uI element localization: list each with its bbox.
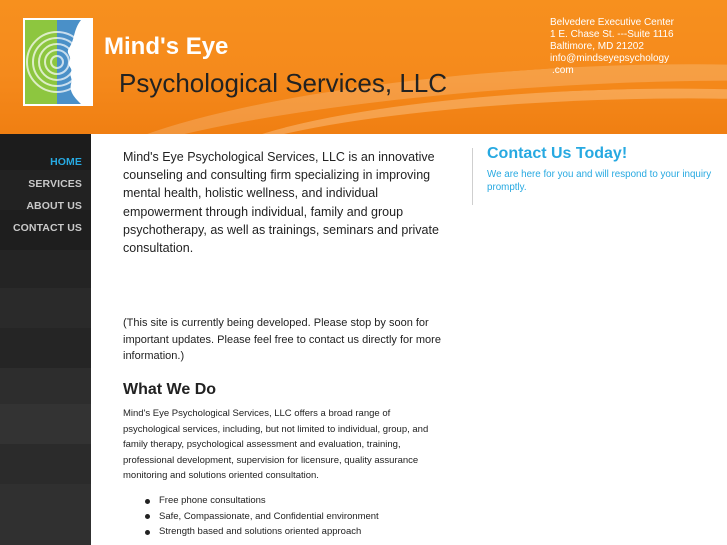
nav-item-home[interactable]: HOME [50,156,82,168]
address-line: 1 E. Chase St. ---Suite 1116 [550,29,674,40]
sidebar [0,134,91,545]
services-list [145,493,465,540]
contact-panel [487,145,712,194]
address-line: Belvedere Executive Center [550,17,674,28]
sidebar-band [0,404,91,444]
site-header [0,0,727,134]
email-link[interactable]: .com [552,65,574,76]
nav-item-services[interactable]: SERVICES [28,178,82,190]
development-notice: (This site is currently being developed. Please stop by soon for important updates. Please feel free to contact us directly for more information.) [123,317,441,362]
contact-title[interactable]: Contact Us Today! [487,145,628,162]
contact-text: We are here for you and will respond to your inquiry promptly. [487,169,712,193]
list-item: Safe, Compassionate, and Confidential environment [145,509,465,525]
list-item: Free phone consultations [145,493,465,509]
address-line: Baltimore, MD 21202 [550,41,644,52]
address-block [550,17,690,77]
site-subtitle: Psychological Services, LLC [119,68,448,98]
list-item: Strength based and solutions oriented approach [145,524,465,540]
column-divider [472,148,473,205]
what-we-do-heading: What We Do [123,381,217,398]
minds-eye-logo-icon[interactable] [23,18,93,106]
main-nav [0,154,91,242]
sidebar-band [0,484,91,545]
sidebar-band [0,250,91,288]
sidebar-band [0,328,91,368]
main-content [123,148,458,537]
sidebar-band [0,368,91,404]
intro-paragraph: Mind's Eye Psychological Services, LLC is an innovative counseling and consulting firm specializing in improving mental health, holistic wellness, and individual empowerment through individual, family and group psychotherapy, as well as trainings, seminars and private consultation. [123,150,439,256]
nav-item-contact-us[interactable]: CONTACT US [12,222,82,234]
email-link[interactable]: info@mindseyepsychology [550,53,670,64]
what-we-do-body: Mind's Eye Psychological Services, LLC offers a broad range of psychological services, including, but not limited to individual, group, and family therapy, psychological assessment and evaluation, training, professional development, supervision for licensure, quality assurance monitoring and solutions oriented consultation. [123,408,429,481]
sidebar-band [0,288,91,328]
nav-item-about-us[interactable]: ABOUT US [26,200,82,212]
site-title[interactable]: Mind's Eye [104,33,229,60]
sidebar-band [0,444,91,484]
